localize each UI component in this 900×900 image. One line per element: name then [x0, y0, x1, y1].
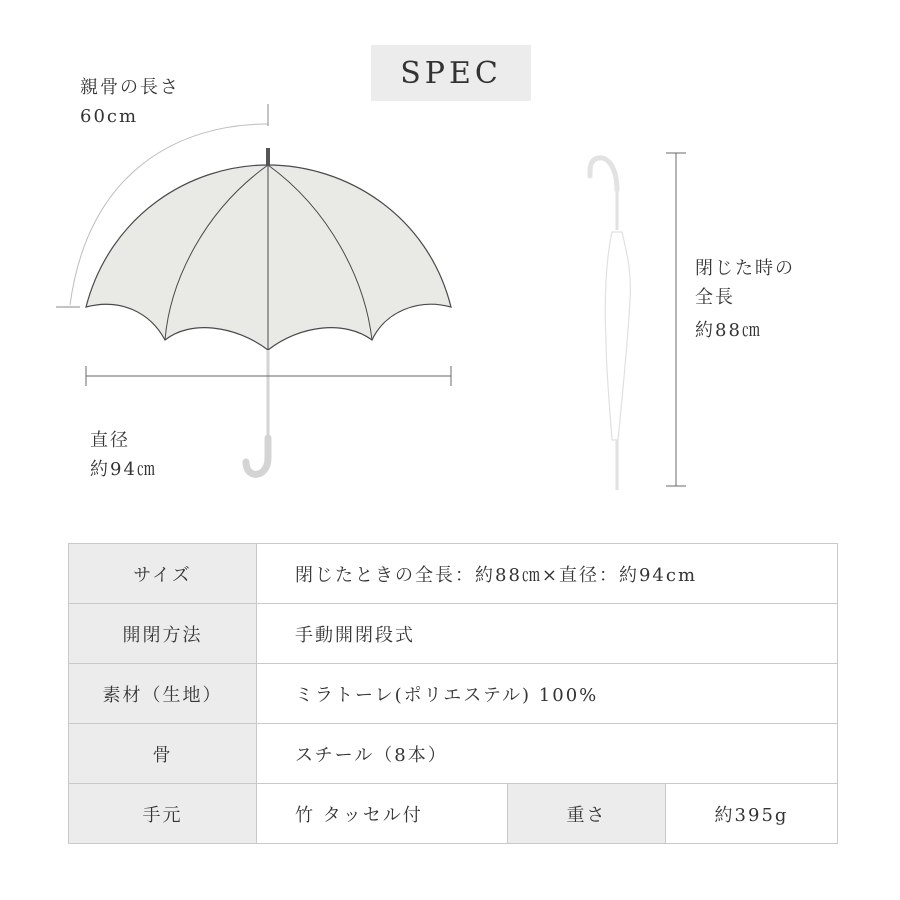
spec-value-weight: 約395g [666, 784, 838, 844]
spec-label-open-method: 開閉方法 [69, 604, 257, 664]
table-row [69, 784, 838, 844]
spec-value-ribs: スチール（8本） [257, 724, 838, 784]
table-row [69, 664, 838, 724]
table-row [69, 604, 838, 664]
diameter-value: 約94㎝ [90, 459, 157, 480]
table-row [69, 544, 838, 604]
closed-length-value: 約88㎝ [695, 320, 762, 341]
table-row [69, 724, 838, 784]
spec-table [68, 543, 838, 844]
closed-length-label-line1: 閉じた時の [695, 258, 795, 279]
umbrella-tip-icon [266, 148, 270, 166]
spec-value-handle: 竹 タッセル付 [257, 784, 508, 844]
closed-length-label-line2: 全長 [695, 287, 735, 308]
diameter-label: 直径 [90, 430, 130, 451]
spec-label-material: 素材（生地） [69, 664, 257, 724]
spec-label-size: サイズ [69, 544, 257, 604]
spec-value-open-method: 手動開閉段式 [257, 604, 838, 664]
rib-length-label: 親骨の長さ [80, 77, 180, 98]
spec-label-handle: 手元 [69, 784, 257, 844]
spec-value-material: ミラトーレ(ポリエステル) 100% [257, 664, 838, 724]
rib-length-value: 60cm [80, 106, 139, 127]
page-title: SPEC [371, 45, 531, 101]
spec-label-ribs: 骨 [69, 724, 257, 784]
spec-label-weight: 重さ [508, 784, 666, 844]
spec-value-size: 閉じたときの全長：約88㎝×直径：約94cm [257, 544, 838, 604]
closed-umbrella-icon [590, 158, 630, 490]
umbrella-handle-icon [246, 438, 268, 474]
